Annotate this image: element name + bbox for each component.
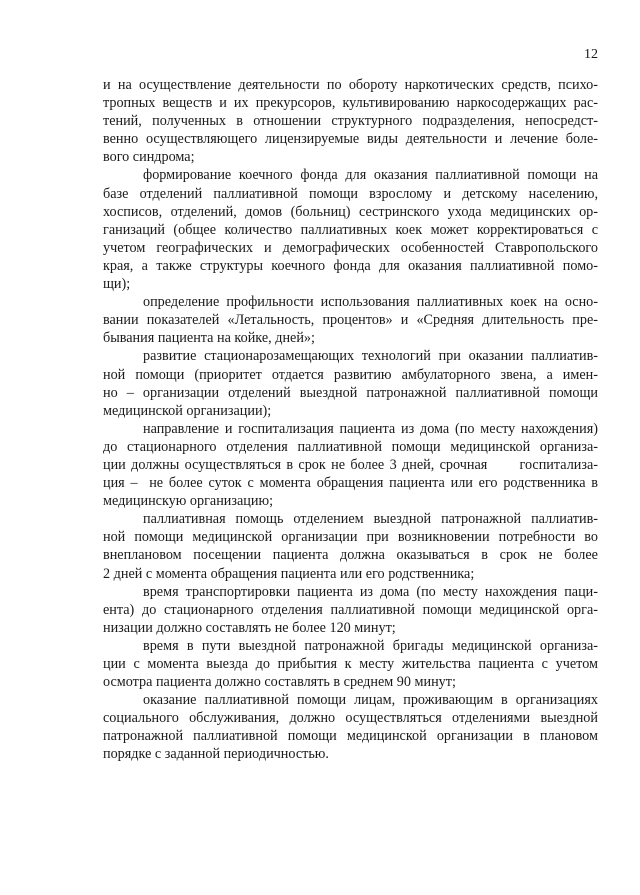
text-line: бывания пациента на койке, дней»; (103, 330, 315, 347)
text-line: тений, полученных в отношении структурного подразделения, непосредст- (103, 113, 598, 130)
text-line: медицинской организации); (103, 402, 272, 419)
text-line: но – организации отделений выездной патронажной паллиативной помощи (103, 384, 598, 401)
text-line: определение профильности использования паллиативных коек на осно- (143, 294, 598, 311)
text-line: паллиативная помощь отделением выездной патронажной паллиатив- (143, 511, 598, 528)
text-line: развитие стационарозамещающих технологий при оказании паллиатив- (143, 348, 598, 365)
text-line: время в пути выездной патронажной бригады медицинской организа- (143, 637, 598, 654)
text-line: и на осуществление деятельности по обороту наркотических средств, психо- (103, 77, 598, 93)
text-line: края, а также структуры коечного фонда для оказания паллиативной помо- (103, 257, 598, 274)
text-line: оказание паллиативной помощи лицам, проживающим в организациях (143, 692, 598, 709)
text-line: 2 дней с момента обращения пациента или его родственника; (103, 565, 475, 582)
page-number: 12 (584, 47, 598, 62)
text-line: порядке с заданной периодичностью. (103, 746, 329, 763)
text-line: ции с момента выезда до прибытия к месту жительства пациента с учетом (103, 656, 598, 672)
text-line: ной помощи (приоритет отдается развитию амбулаторного звена, а имен- (103, 366, 598, 383)
text-line: ной помощи медицинской организации при возникновении потребности во (103, 529, 598, 546)
text-line: формирование коечного фонда для оказания паллиативной помощи на (143, 167, 598, 184)
text-line: направление и госпитализация пациента из дома (по месту нахождения) (143, 420, 598, 437)
text-line: ция – не более суток с момента обращения пациента или его родственника в (103, 475, 598, 492)
body-text (103, 76, 598, 764)
text-line: социального обслуживания, должно осуществляться отделениями выездной (103, 710, 598, 727)
text-line: учетом географических и демографических особенностей Ставропольского (103, 239, 598, 256)
text-line: осмотра пациента должно составлять в среднем 90 минут; (103, 674, 456, 691)
text-line: хосписов, отделений, домов (больниц) сестринского ухода медицинских ор- (103, 203, 598, 220)
text-line: внеплановом посещении пациента должна оказываться в срок не более (103, 547, 598, 564)
text-line: венно осуществляющего лицензируемые виды деятельности и лечение боле- (103, 131, 598, 148)
text-line: тропных веществ и их прекурсоров, культивированию наркосодержащих рас- (103, 95, 598, 112)
text-line: вого синдрома; (103, 149, 195, 166)
text-line: базе отделений паллиативной помощи взрослому и детскому населению, (103, 185, 598, 202)
text-line: ента) до стационарного отделения паллиативной помощи медицинской орга- (103, 601, 598, 618)
text-line: время транспортировки пациента из дома (по месту нахождения паци- (143, 583, 598, 600)
text-line: щи); (103, 276, 131, 293)
text-line: медицинскую организацию; (103, 493, 274, 510)
text-line: низации должно составлять не более 120 минут; (103, 619, 396, 636)
text-line: ганизаций (общее количество паллиативных коек может корректироваться с (103, 221, 598, 238)
text-line: вании показателей «Летальность, процентов» и «Средняя длительность пре- (103, 312, 598, 329)
text-line: ции должны осуществляться в срок не более 3 дней, срочная госпитализа- (103, 456, 598, 473)
text-line: патронажной паллиативной помощи медицинской организации в плановом (103, 728, 598, 745)
text-line: до стационарного отделения паллиативной помощи медицинской организа- (103, 438, 598, 455)
